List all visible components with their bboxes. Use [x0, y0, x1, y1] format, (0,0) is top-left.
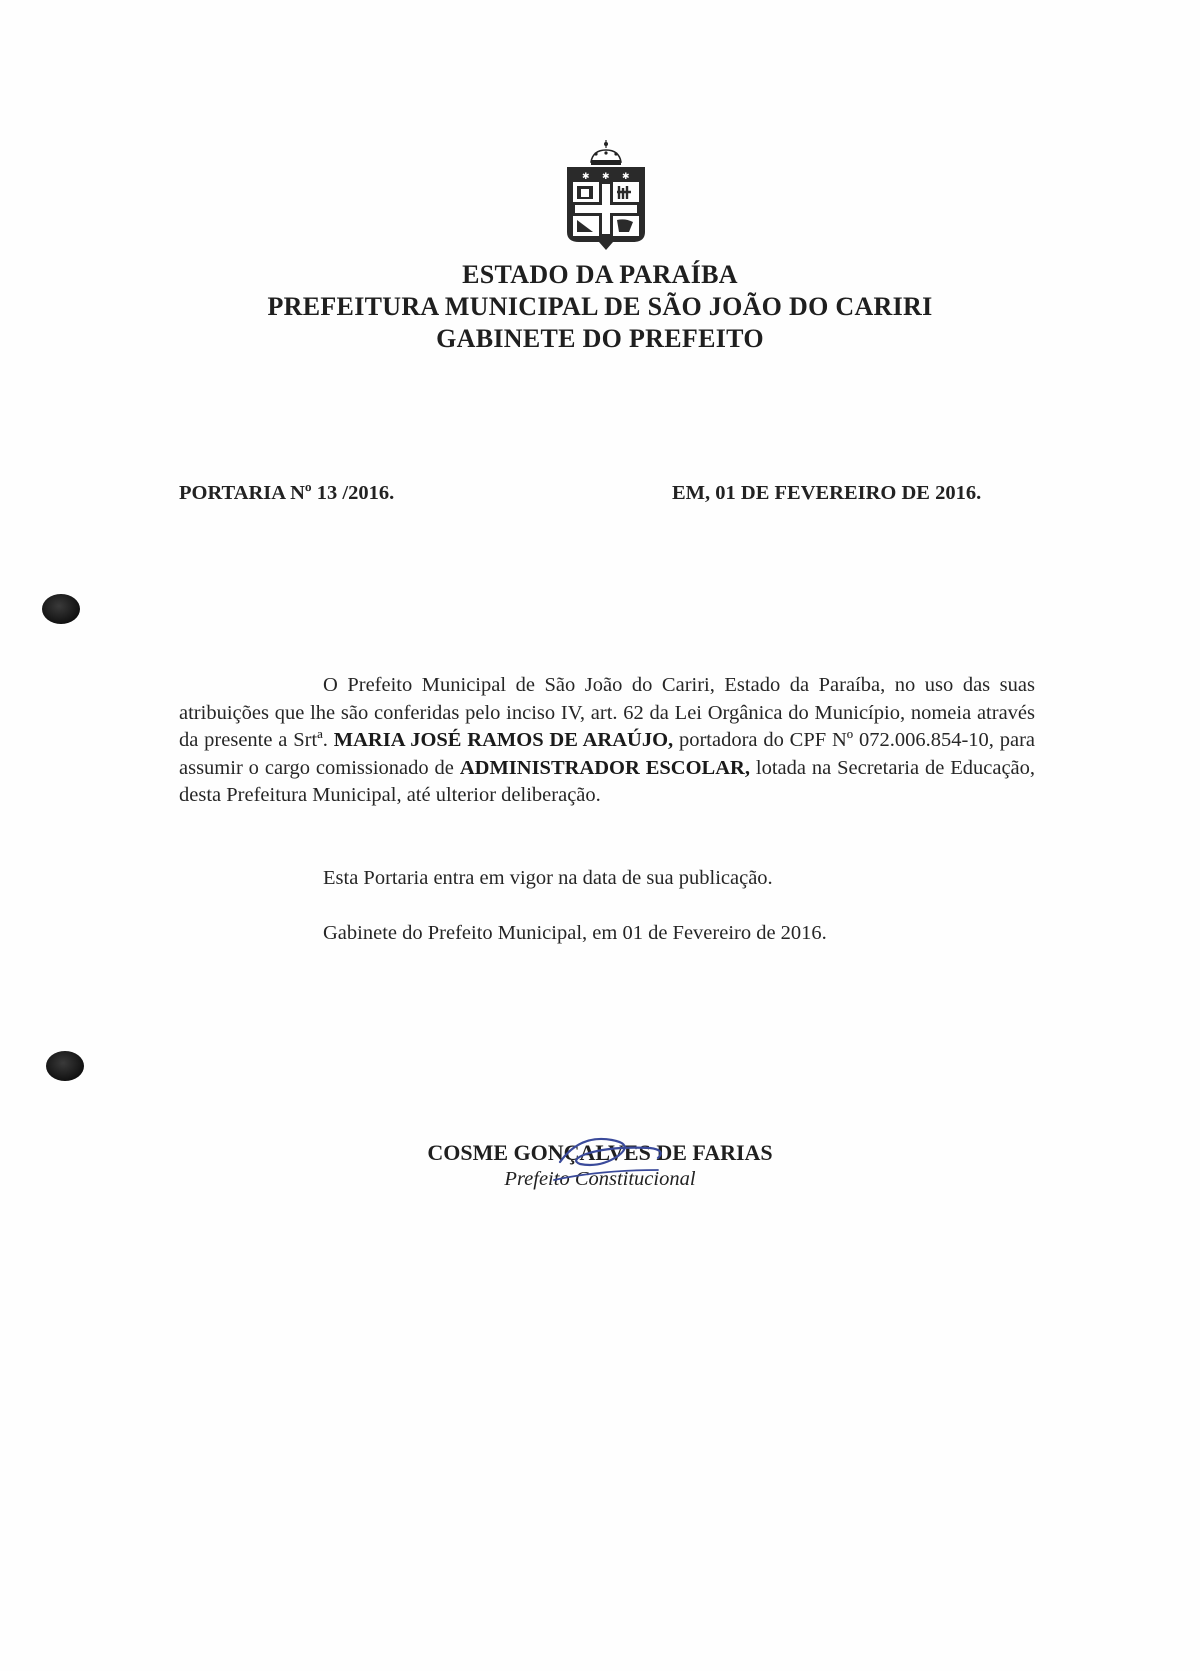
handwritten-signature [540, 1120, 690, 1200]
punch-hole [42, 594, 80, 624]
svg-text:✱: ✱ [602, 172, 610, 182]
coat-of-arms-icon [563, 140, 649, 252]
nominee-name: MARIA JOSÉ RAMOS DE ARAÚJO, [333, 729, 674, 751]
portaria-number: PORTARIA Nº 13 /2016. [179, 482, 395, 504]
nomination-text-3: lotada na Secretaria de Educação, desta Prefeitura Municipal, até ulterior deliberação. [179, 756, 1036, 806]
signatory-name: COSME GONÇALVES DE FARIAS [427, 1140, 773, 1165]
svg-text:✱: ✱ [582, 172, 590, 182]
nomination-text-2: portadora do CPF Nº 072.006.854-10, para assumir o cargo comissionado de [179, 729, 1036, 779]
effective-paragraph: Esta Portaria entra em vigor na data de sua publicação. [323, 867, 773, 889]
svg-text:✱: ✱ [622, 172, 630, 182]
nomination-paragraph [179, 672, 1035, 810]
nomination-text-1: O Prefeito Municipal de São João do Cariri, Estado da Paraíba, no uso das suas atribuições que lhe são conferidas pelo inciso IV, art. 62 da Lei Orgânica do Município, nomeia através da presente a Srtª. [179, 674, 1035, 751]
document-date: EM, 01 DE FEVEREIRO DE 2016. [672, 482, 982, 504]
nominee-role: ADMINISTRADOR ESCOLAR, [459, 756, 750, 779]
closing-paragraph: Gabinete do Prefeito Municipal, em 01 de Fevereiro de 2016. [323, 922, 827, 944]
state-heading: ESTADO DA PARAÍBA [462, 260, 738, 289]
office-heading: GABINETE DO PREFEITO [436, 324, 764, 353]
municipality-heading: PREFEITURA MUNICIPAL DE SÃO JOÃO DO CARIRI [267, 292, 933, 321]
punch-hole [46, 1051, 84, 1081]
signatory-title: Prefeito Constitucional [504, 1168, 696, 1190]
